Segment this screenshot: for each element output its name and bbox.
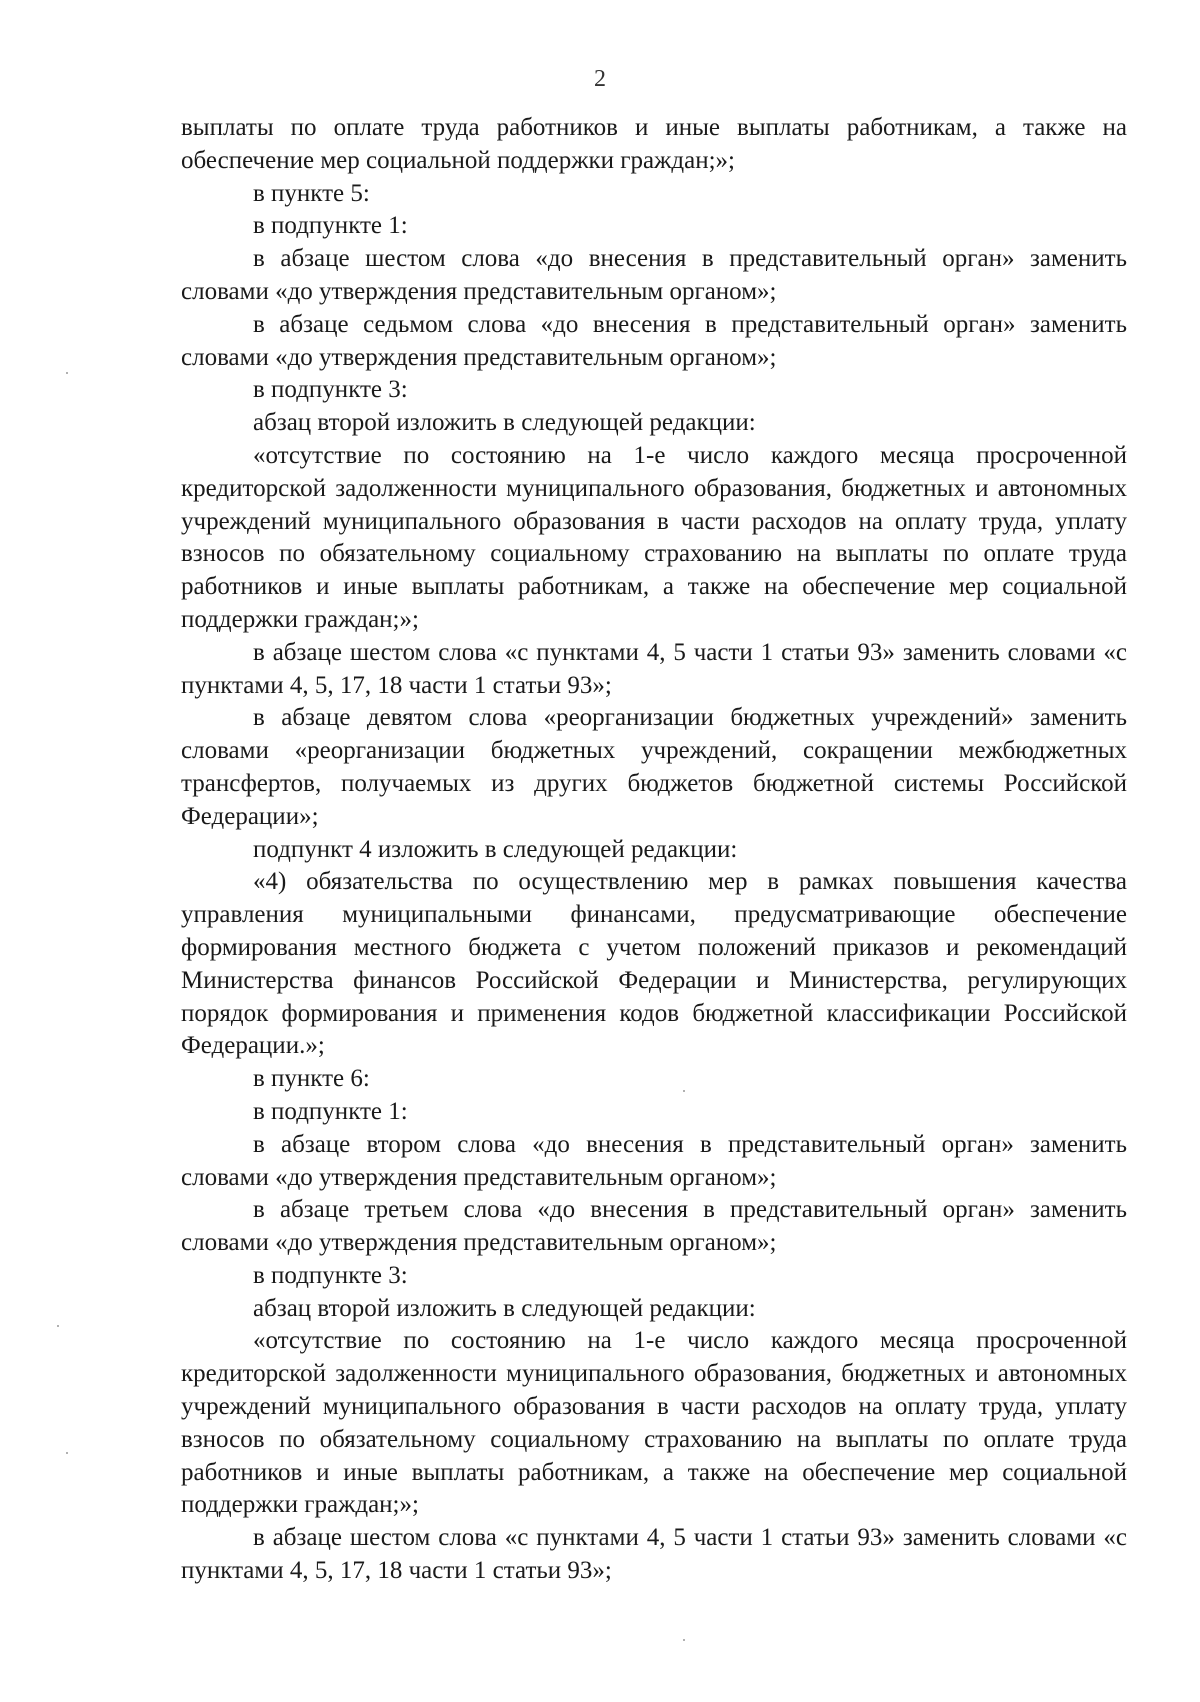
paragraph: абзац второй изложить в следующей редакции:: [253, 1294, 756, 1322]
scan-speck: [683, 1639, 685, 1641]
paragraph: «4) обязательства по осуществлению мер в рамках повышения качества управления муниципальными финансами, предусматривающие обеспечение формирования местного бюджета с учетом положений приказов и рекомендаций Министерства финансов Российской Федерации и Министерства, регулирующих порядок формирования и применения кодов бюджетной классификации Российской Федерации.»;: [181, 868, 1127, 1060]
paragraph: в подпункте 3:: [253, 1261, 408, 1289]
paragraph: в абзаце девятом слова «реорганизации бюджетных учреждений» заменить словами «реорганизации бюджетных учреждений, сокращении межбюджетных трансфертов, получаемых из других бюджетов бюджетной системы Российской Федерации»;: [181, 704, 1127, 830]
paragraph: в абзаце шестом слова «до внесения в представительный орган» заменить словами «до утверждения представительным органом»;: [181, 245, 1127, 305]
paragraph: в подпункте 3:: [253, 376, 408, 404]
paragraph: в абзаце шестом слова «с пунктами 4, 5 части 1 статьи 93» заменить словами «с пунктами 4, 5, 17, 18 части 1 статьи 93»;: [181, 638, 1127, 699]
scan-speck: [66, 1452, 68, 1454]
paragraph: в абзаце втором слова «до внесения в представительный орган» заменить словами «до утверждения представительным органом»;: [181, 1130, 1127, 1191]
scan-speck: [683, 1090, 685, 1092]
paragraph: в абзаце третьем слова «до внесения в представительный орган» заменить словами «до утверждения представительным органом»;: [181, 1196, 1127, 1257]
scan-speck: [66, 372, 68, 374]
paragraph: в абзаце седьмом слова «до внесения в представительный орган» заменить словами «до утверждения представительным органом»;: [181, 310, 1127, 371]
paragraph: в пункте 6:: [253, 1065, 370, 1093]
paragraph: подпункт 4 изложить в следующей редакции:: [253, 835, 738, 863]
paragraph: «отсутствие по состоянию на 1-е число каждого месяца просроченной кредиторской задолженности муниципального образования, бюджетных и автономных учреждений муниципального образования в части расходов на оплату труда, уплату взносов по обязательному социальному страхованию на выплаты по оплате труда работников и иные выплаты работникам, а также на обеспечение мер социальной поддержки граждан;»;: [181, 1327, 1127, 1519]
scan-speck: [57, 1325, 59, 1327]
paragraph: в пункте 5:: [253, 179, 370, 207]
document-body: [181, 112, 1127, 1588]
paragraph: в подпункте 1:: [253, 212, 408, 240]
paragraph: в абзаце шестом слова «с пунктами 4, 5 части 1 статьи 93» заменить словами «с пунктами 4, 5, 17, 18 части 1 статьи 93»;: [181, 1524, 1127, 1585]
paragraph: в подпункте 1:: [253, 1097, 408, 1125]
page-number: 2: [594, 66, 606, 92]
paragraph-continuation: выплаты по оплате труда работников и иные выплаты работникам, а также на обеспечение мер социальной поддержки граждан;»;: [181, 114, 1127, 174]
paragraph: «отсутствие по состоянию на 1-е число каждого месяца просроченной кредиторской задолженности муниципального образования, бюджетных и автономных учреждений муниципального образования в части расходов на оплату труда, уплату взносов по обязательному социальному страхованию на выплаты по оплате труда работников и иные выплаты работникам, а также на обеспечение мер социальной поддержки граждан;»;: [181, 441, 1127, 633]
paragraph: абзац второй изложить в следующей редакции:: [253, 409, 756, 437]
